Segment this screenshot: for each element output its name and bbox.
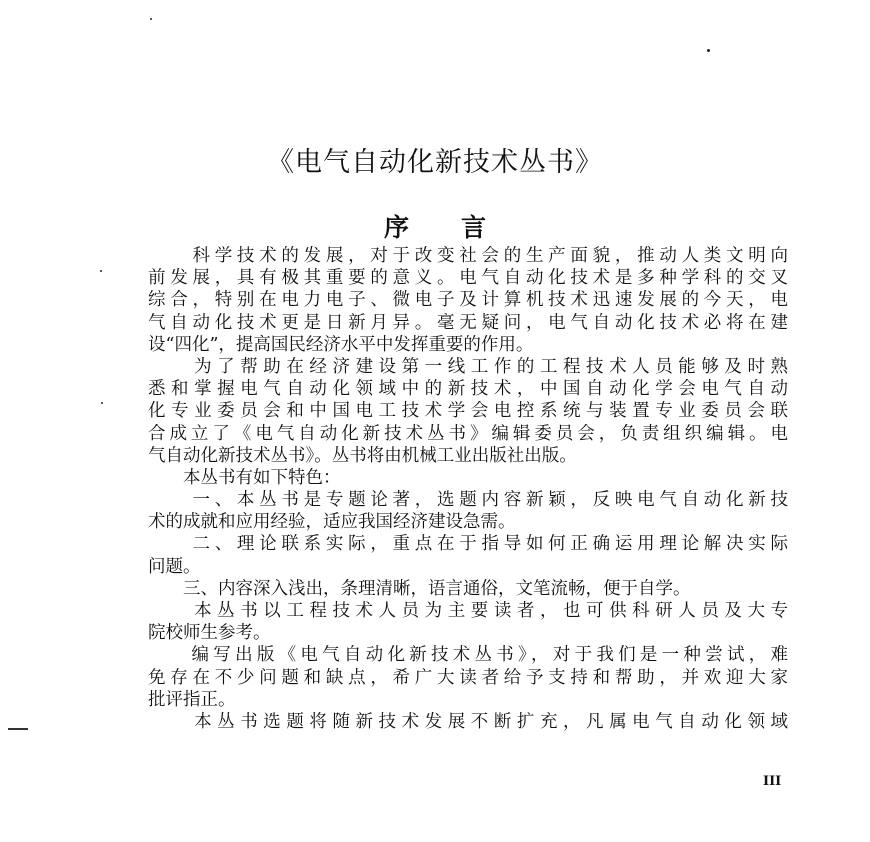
text-line: 批评指正。 [148, 689, 236, 710]
text-line: 为了帮助在经济建设第一线工作的工程技术人员能够及时熟 [148, 356, 788, 377]
scan-mark [8, 728, 28, 730]
text-line: 悉和掌握电气自动化领域中的新技术，中国自动化学会电气自动 [148, 379, 788, 400]
page-number: III [763, 774, 782, 789]
text-line: 本丛书选题将随新技术发展不断扩充，凡属电气自动化领域 [148, 711, 788, 732]
text-line: 编写出版《电气自动化新技术丛书》，对于我们是一种尝试，难 [148, 645, 788, 666]
text-line: 气自动化新技术丛书》。丛书将由机械工业出版社出版。 [148, 445, 577, 466]
section-heading [0, 208, 870, 244]
text-line: 问题。 [148, 556, 201, 577]
text-line: 前发展，具有极其重要的意义。电气自动化技术是多种学科的交叉 [148, 268, 788, 289]
text-line: 本丛书有如下特色： [148, 467, 341, 488]
text-line: 免存在不少问题和缺点，希广大读者给予支持和帮助，并欢迎大家 [148, 667, 788, 688]
text-line: 术的成就和应用经验，适应我国经济建设急需。 [148, 512, 516, 533]
text-line: 设“四化”，提高国民经济水平中发挥重要的作用。 [148, 334, 534, 355]
text-line: 科学技术的发展，对于改变社会的生产面貌，推动人类文明向 [148, 246, 788, 266]
text-line: 一、本丛书是专题论著，选题内容新颖，反映电气自动化新技 [148, 490, 788, 511]
preface-body [148, 245, 788, 733]
text-line: 合成立了《电气自动化新技术丛书》编辑委员会，负责组织编辑。电 [148, 423, 788, 444]
text-line: 二、理论联系实际，重点在于指导如何正确运用理论解决实际 [148, 534, 788, 555]
text-line: 院校师生参考。 [148, 623, 271, 644]
text-line: 本丛书以工程技术人员为主要读者，也可供科研人员及大专 [148, 601, 788, 621]
series-title: 《电气自动化新技术丛书》 [267, 147, 603, 178]
scan-speck [707, 49, 710, 52]
scan-speck [150, 18, 152, 20]
text-line: 综合，特别在电力电子、微电子及计算机技术迅速发展的今天，电 [148, 290, 788, 311]
scan-speck [101, 402, 103, 404]
text-line: 三、内容深入浅出，条理清晰，语言通俗，文笔流畅，便于自学。 [148, 578, 691, 599]
scan-speck [100, 270, 102, 272]
text-line: 气自动化技术更是日新月异。毫无疑问，电气自动化技术必将在建 [148, 312, 788, 333]
text-line: 化专业委员会和中国电工技术学会电控系统与装置专业委员会联 [148, 401, 788, 422]
section-heading-text: 序言 [383, 213, 538, 242]
